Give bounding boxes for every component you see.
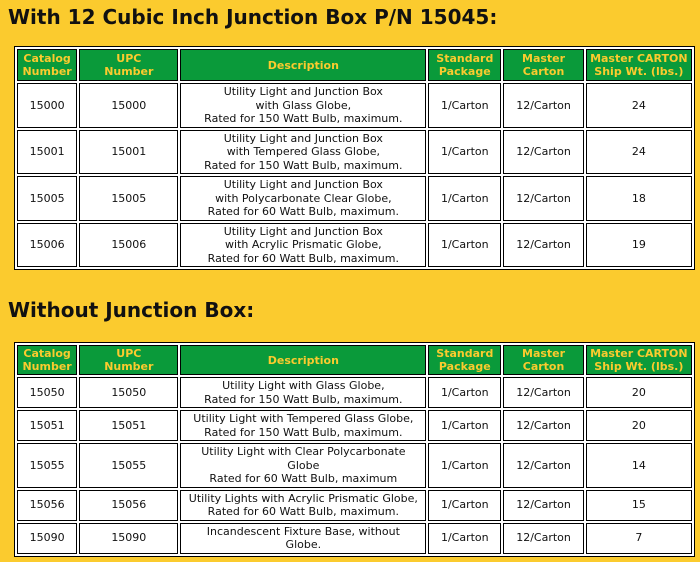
table-row (17, 490, 692, 521)
column-header-standard-package (428, 345, 501, 375)
text-line: Master (522, 347, 566, 360)
text-line: Incandescent Fixture Base, without (206, 524, 400, 538)
text-line: Rated for 150 Watt Bulb, maximum. (204, 425, 403, 439)
text-line: Master (522, 52, 566, 65)
cell-master-carton: 12/Carton (503, 130, 583, 175)
text-line: Number (104, 65, 154, 78)
cell-ship-weight: 7 (586, 523, 692, 554)
cell-catalog-number: 15090 (17, 523, 77, 554)
text-line: Utility Lights with Acrylic Prismatic Globe, (188, 491, 418, 505)
cell-upc-number: 15055 (79, 443, 178, 488)
cell-catalog-number: 15055 (17, 443, 77, 488)
table-header-row (17, 345, 692, 375)
text-line: Utility Light with Glass Globe, (222, 379, 385, 392)
text-line: Number (22, 360, 72, 373)
cell-ship-weight: 20 (586, 410, 692, 441)
column-header-upc-number (79, 345, 178, 375)
text-line: Description (267, 58, 339, 72)
cell-catalog-number: 15056 (17, 490, 77, 521)
column-header-catalog-number (17, 345, 77, 375)
text-line: Rated for 60 Watt Bulb, maximum. (207, 251, 399, 265)
cell-description (180, 176, 426, 221)
cell-upc-number: 15001 (79, 130, 178, 175)
table-body (17, 83, 692, 267)
cell-standard-package: 1/Carton (428, 223, 501, 268)
table-header-row (17, 49, 692, 81)
text-line: Master CARTON (590, 52, 688, 65)
cell-description (180, 410, 426, 441)
text-line: UPC (116, 347, 142, 360)
table-body (17, 377, 692, 554)
cell-ship-weight: 24 (586, 130, 692, 175)
cell-standard-package: 1/Carton (428, 523, 501, 554)
table-row (17, 410, 692, 441)
cell-standard-package: 1/Carton (428, 176, 501, 221)
cell-description (180, 377, 426, 408)
cell-ship-weight: 18 (586, 176, 692, 221)
cell-standard-package: 1/Carton (428, 443, 501, 488)
cell-master-carton: 12/Carton (503, 176, 583, 221)
text-line: Carton (522, 65, 565, 78)
cell-description (180, 523, 426, 554)
column-header-ship-weight (586, 49, 692, 81)
cell-master-carton: 12/Carton (503, 223, 583, 268)
text-line: with Tempered Glass Globe, (226, 145, 380, 158)
column-header-ship-weight (586, 345, 692, 375)
cell-master-carton: 12/Carton (503, 490, 583, 521)
cell-master-carton: 12/Carton (503, 443, 583, 488)
column-header-upc-number (79, 49, 178, 81)
text-line: Globe. (285, 538, 322, 551)
text-line: Utility Light with Tempered Glass Globe, (193, 412, 414, 425)
cell-upc-number: 15006 (79, 223, 178, 268)
text-line: Utility Light with Clear Polycarbonate (201, 445, 406, 458)
table-row (17, 83, 692, 128)
text-line: UPC (116, 52, 142, 65)
cell-description (180, 490, 426, 521)
cell-upc-number: 15051 (79, 410, 178, 441)
cell-master-carton: 12/Carton (503, 83, 583, 128)
text-line: Utility Light and Junction Box (223, 178, 383, 191)
cell-standard-package: 1/Carton (428, 130, 501, 175)
text-line: with Glass Globe, (255, 98, 352, 112)
text-line: Ship Wt. (lbs.) (594, 65, 684, 78)
text-line: Catalog (23, 52, 71, 65)
cell-upc-number: 15005 (79, 176, 178, 221)
cell-description (180, 223, 426, 268)
text-line: Utility Light and Junction Box (223, 85, 383, 98)
text-line: Rated for 150 Watt Bulb, maximum. (204, 392, 403, 406)
cell-description (180, 83, 426, 128)
cell-standard-package: 1/Carton (428, 410, 501, 441)
cell-catalog-number: 15006 (17, 223, 77, 268)
table-row (17, 523, 692, 554)
column-header-description (180, 49, 426, 81)
table-row (17, 443, 692, 488)
cell-catalog-number: 15050 (17, 377, 77, 408)
cell-master-carton: 12/Carton (503, 410, 583, 441)
column-header-master-carton (503, 345, 583, 375)
table-row (17, 130, 692, 175)
cell-catalog-number: 15001 (17, 130, 77, 175)
cell-ship-weight: 24 (586, 83, 692, 128)
cell-ship-weight: 19 (586, 223, 692, 268)
column-header-standard-package (428, 49, 501, 81)
text-line: with Polycarbonate Clear Globe, (215, 191, 392, 205)
text-line: Master CARTON (590, 347, 688, 360)
cell-upc-number: 15056 (79, 490, 178, 521)
text-line: Number (22, 65, 72, 78)
cell-catalog-number: 15051 (17, 410, 77, 441)
text-line: Catalog (23, 347, 71, 360)
cell-upc-number: 15090 (79, 523, 178, 554)
text-line: Rated for 150 Watt Bulb, maximum. (204, 158, 403, 172)
cell-standard-package: 1/Carton (428, 377, 501, 408)
column-header-master-carton (503, 49, 583, 81)
cell-upc-number: 15050 (79, 377, 178, 408)
products-without-junction-box-table (14, 342, 695, 557)
cell-ship-weight: 20 (586, 377, 692, 408)
text-line: Carton (522, 360, 565, 373)
text-line: Package (438, 360, 491, 373)
text-line: with Acrylic Prismatic Globe, (225, 238, 382, 251)
text-line: Rated for 150 Watt Bulb, maximum. (204, 112, 403, 125)
text-line: Description (267, 353, 339, 367)
text-line: Standard (436, 347, 494, 360)
table-row (17, 223, 692, 268)
text-line: Package (438, 65, 491, 78)
text-line: Rated for 60 Watt Bulb, maximum. (207, 505, 399, 518)
text-line: Rated for 60 Watt Bulb, maximum. (207, 205, 399, 218)
cell-ship-weight: 14 (586, 443, 692, 488)
cell-ship-weight: 15 (586, 490, 692, 521)
text-line: Standard (436, 52, 494, 65)
table-row (17, 377, 692, 408)
cell-catalog-number: 15005 (17, 176, 77, 221)
cell-catalog-number: 15000 (17, 83, 77, 128)
text-line: Globe (287, 458, 320, 472)
text-line: Number (104, 360, 154, 373)
cell-description (180, 130, 426, 175)
section-heading-with-junction-box: With 12 Cubic Inch Junction Box P/N 15045: (8, 5, 498, 29)
text-line: Utility Light and Junction Box (223, 224, 383, 238)
cell-master-carton: 12/Carton (503, 523, 583, 554)
products-with-junction-box-table (14, 46, 695, 270)
table-row (17, 176, 692, 221)
cell-description (180, 443, 426, 488)
cell-standard-package: 1/Carton (428, 490, 501, 521)
column-header-description (180, 345, 426, 375)
text-line: Ship Wt. (lbs.) (594, 360, 684, 373)
text-line: Utility Light and Junction Box (223, 131, 383, 145)
cell-standard-package: 1/Carton (428, 83, 501, 128)
cell-master-carton: 12/Carton (503, 377, 583, 408)
column-header-catalog-number (17, 49, 77, 81)
text-line: Rated for 60 Watt Bulb, maximum (209, 472, 398, 485)
section-heading-without-junction-box: Without Junction Box: (8, 298, 255, 322)
cell-upc-number: 15000 (79, 83, 178, 128)
